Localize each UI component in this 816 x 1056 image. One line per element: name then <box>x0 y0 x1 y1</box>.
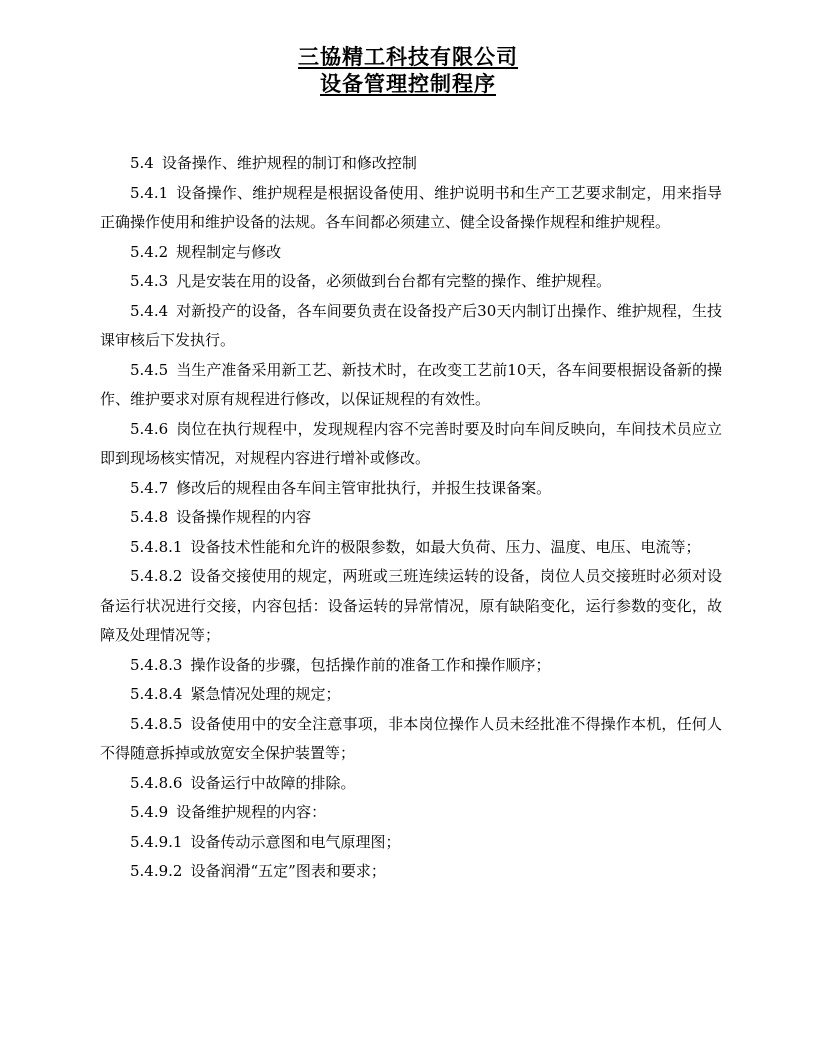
section-number: 5.4 <box>130 154 154 172</box>
paragraph-text: 岗位在执行规程中，发现规程内容不完善时要及时向车间反映向，车间技术员应立即到现场核实情况，对规程内容进行增补或修改。 <box>100 419 722 467</box>
section-number: 5.4.9 <box>130 803 169 821</box>
document-title: 设备管理控制程序 <box>320 72 496 96</box>
paragraph-5-4-4 <box>100 297 722 356</box>
paragraph-5-4-5 <box>100 356 722 415</box>
section-number: 5.4.8.2 <box>130 567 183 585</box>
paragraph-5-4-1 <box>100 179 722 238</box>
paragraph-text: 修改后的规程由各车间主管审批执行，并报生技课备案。 <box>176 478 552 497</box>
paragraph-5-4-9 <box>100 798 722 828</box>
section-number: 5.4.7 <box>130 478 169 497</box>
section-number: 5.4.4 <box>130 301 169 320</box>
paragraph-text: 凡是安装在用的设备，必须做到台台都有完整的操作、维护规程。 <box>176 272 612 290</box>
paragraph-text: 设备运行中故障的排除。 <box>190 773 356 792</box>
paragraph-5-4 <box>100 149 722 179</box>
paragraph-5-4-8-5 <box>100 710 722 769</box>
paragraph-text: 设备操作、维护规程的制订和修改控制 <box>161 154 417 172</box>
paragraph-text: 设备维护规程的内容： <box>176 803 327 821</box>
paragraph-5-4-8 <box>100 503 722 533</box>
paragraph-5-4-8-2 <box>100 562 722 651</box>
paragraph-5-4-8-4 <box>100 680 722 710</box>
paragraph-text: 设备操作规程的内容 <box>176 508 312 526</box>
section-number: 5.4.8.3 <box>130 655 183 674</box>
document-body <box>100 149 722 887</box>
paragraph-text: 紧急情况处理的规定； <box>190 685 341 703</box>
paragraph-text: 当生产准备采用新工艺、新技术时，在改变工艺前10天，各车间要根据设备新的操作、维护要求对原有规程进行修改，以保证规程的有效性。 <box>100 360 722 408</box>
paragraph-text: 设备技术性能和允许的极限参数，如最大负荷、压力、温度、电压、电流等； <box>190 537 701 556</box>
paragraph-5-4-9-2 <box>100 857 722 887</box>
paragraph-5-4-7 <box>100 474 722 504</box>
paragraph-5-4-9-1 <box>100 828 722 858</box>
company-name: 三協精工科技有限公司 <box>298 45 518 69</box>
section-number: 5.4.8.1 <box>130 537 183 556</box>
section-number: 5.4.9.2 <box>130 862 183 880</box>
section-number: 5.4.5 <box>130 360 169 379</box>
paragraph-text: 设备使用中的安全注意事项，非本岗位操作人员未经批准不得操作本机，任何人不得随意拆掉或放宽安全保护装置等； <box>100 714 722 762</box>
paragraph-text: 设备操作、维护规程是根据设备使用、维护说明书和生产工艺要求制定，用来指导正确操作使用和维护设备的法规。各车间都必须建立、健全设备操作规程和维护规程。 <box>100 183 722 231</box>
paragraph-5-4-8-6 <box>100 769 722 799</box>
paragraph-5-4-8-1 <box>100 533 722 563</box>
paragraph-5-4-3 <box>100 267 722 297</box>
paragraph-text: 对新投产的设备，各车间要负责在设备投产后30天内制订出操作、维护规程，生技课审核后下发执行。 <box>100 301 722 349</box>
section-number: 5.4.1 <box>130 183 169 202</box>
section-number: 5.4.6 <box>130 419 169 438</box>
paragraph-text: 设备交接使用的规定，两班或三班连续运转的设备，岗位人员交接班时必须对设备运行状况进行交接，内容包括：设备运转的异常情况，原有缺陷变化，运行参数的变化，故障及处理情况等； <box>100 567 722 644</box>
section-number: 5.4.8 <box>130 508 169 526</box>
section-number: 5.4.8.4 <box>130 685 183 703</box>
section-number: 5.4.8.6 <box>130 773 183 792</box>
paragraph-text: 设备传动示意图和电气原理图； <box>190 832 401 851</box>
section-number: 5.4.9.1 <box>130 832 183 851</box>
paragraph-text: 操作设备的步骤，包括操作前的准备工作和操作顺序； <box>190 655 551 674</box>
section-number: 5.4.2 <box>130 242 169 261</box>
paragraph-text: 规程制定与修改 <box>176 242 282 261</box>
document-header <box>0 44 816 98</box>
section-number: 5.4.3 <box>130 272 169 290</box>
paragraph-5-4-2 <box>100 238 722 268</box>
paragraph-5-4-8-3 <box>100 651 722 681</box>
paragraph-5-4-6 <box>100 415 722 474</box>
section-number: 5.4.8.5 <box>130 714 183 733</box>
paragraph-text: 设备润滑“五定”图表和要求； <box>190 862 386 880</box>
